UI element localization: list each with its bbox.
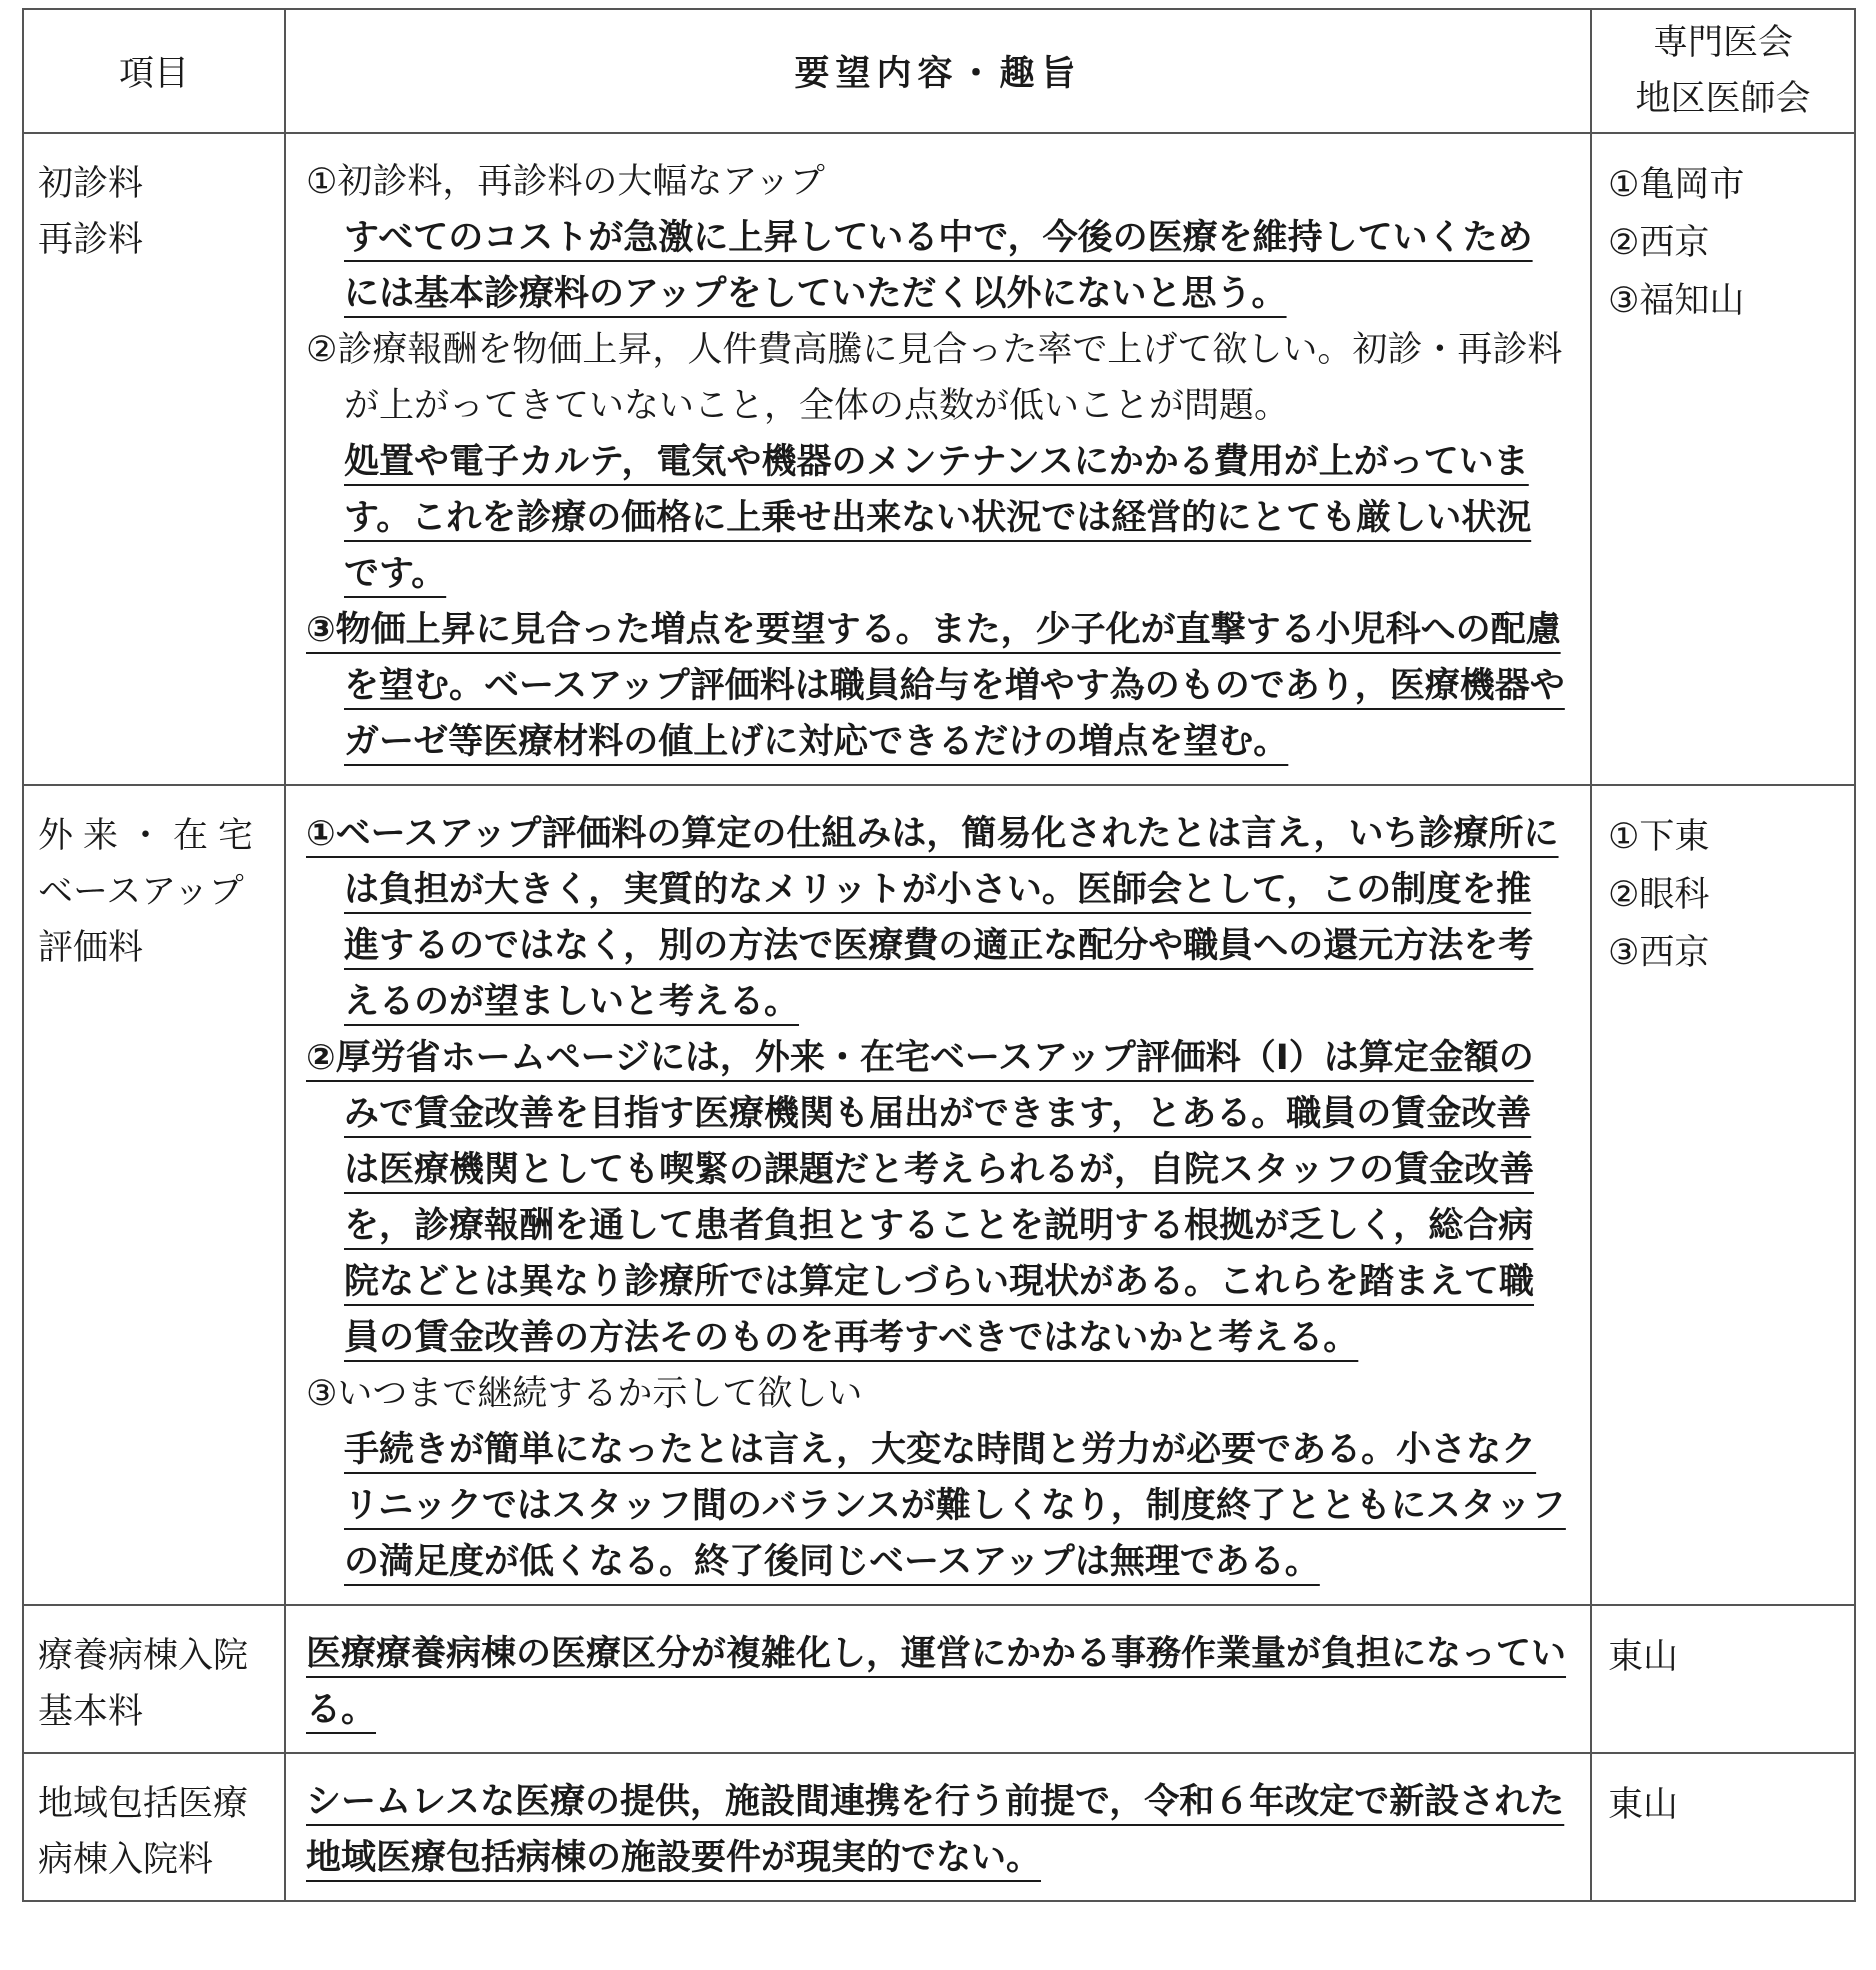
table-row [23,1753,1855,1901]
request-text-content: 医療療養病棟の医療区分が複雑化し，運営にかかる事務作業量が負担になっている。 [306,1634,1567,1730]
item-cell [23,1605,285,1753]
assoc-cell [1591,133,1855,785]
assoc-name: ③福知山 [1608,281,1745,321]
assoc-name: ②眼科 [1608,875,1710,915]
table-row [23,1605,1855,1753]
assoc-cell [1591,1753,1855,1901]
request-text [306,602,1566,770]
content-cell [285,785,1591,1605]
request-text-content: ②厚労省ホームページには，外来・在宅ベースアップ評価料（Ⅰ）は算定金額のみで賃金改善を目指す医療機関も届出ができます，とある。職員の賃金改善は医療機関としても喫緊の課題だと考えられるが，自院スタッフの賃金改善を，診療報酬を通して患者負担とすることを説明する根拠が乏しく，総合病院などとは異なり診療所では算定しづらい現状がある。これらを踏まえて職員の賃金改善の方法そのものを再考すべきではないかと考える。 [306,1038,1535,1358]
content-cell [285,1605,1591,1753]
content-cell [285,133,1591,785]
header-row [23,9,1855,133]
assoc-cell [1591,1605,1855,1753]
request-text-content: ③いつまで継続するか示して欲しい [306,1374,863,1414]
content-cell [285,1753,1591,1901]
request-detail [306,210,1566,322]
item-label: 再診料 [38,220,144,260]
table-row [23,133,1855,785]
request-text-content: ③物価上昇に見合った増点を要望する。また，少子化が直撃する小児科への配慮を望む。ベースアップ評価料は職員給与を増やす為のものであり，医療機器やガーゼ等医療材料の値上げに対応できるだけの増点を望む。 [306,610,1565,762]
item-label: 初診料 [38,164,144,204]
header-item [23,9,285,133]
request-text-content: ①ベースアップ評価料の算定の仕組みは，簡易化されたとは言え，いち診療所には負担が大きく，実質的なメリットが小さい。医師会として，この制度を推進するのではなく，別の方法で医療費の適正な配分や職員への還元方法を考えるのが望ましいと考える。 [306,814,1559,1022]
item-label: 療養病棟入院 [38,1636,249,1676]
item-label: 評価料 [38,928,144,968]
request-text-content: シームレスな医療の提供，施設間連携を行う前提で，令和６年改定で新設された地域医療包括病棟の施設要件が現実的でない。 [306,1782,1565,1878]
assoc-name: 東山 [1608,1637,1679,1677]
header-assoc-line2: 地区医師会 [1635,79,1811,119]
request-detail-content: 処置や電子カルテ，電気や機器のメンテナンスにかかる費用が上がっています。これを診療の価格に上乗せ出来ない状況では経営的にとても厳しい状況です。 [344,442,1532,594]
requests-table [22,8,1856,1902]
request-text [306,806,1566,1030]
item-label: 地域包括医療 [38,1784,249,1824]
table-body [23,133,1855,1901]
request-detail [306,434,1566,602]
header-assoc [1591,9,1855,133]
assoc-name: 東山 [1608,1785,1679,1825]
request-text-content: ①初診料，再診料の大幅なアップ [306,162,825,202]
item-label: 病棟入院料 [38,1840,214,1880]
request-text [306,1626,1566,1738]
item-cell [23,1753,285,1901]
header-content [285,9,1591,133]
assoc-name: ②西京 [1608,223,1710,263]
request-text [306,154,1566,210]
request-text [306,1366,1566,1422]
request-detail-content: 手続きが簡単になったとは言え，大変な時間と労力が必要である。小さなクリニックではスタッフ間のバランスが難しくなり，制度終了とともにスタッフの満足度が低くなる。終了後同じベースアップは無理である。 [344,1430,1566,1582]
header-assoc-line1: 専門医会 [1652,23,1793,63]
request-detail [306,1422,1566,1590]
item-cell [23,785,285,1605]
assoc-name: ①下東 [1608,817,1710,857]
request-text-content: ②診療報酬を物価上昇，人件費高騰に見合った率で上げて欲しい。初診・再診料が上がってきていないこと，全体の点数が低いことが問題。 [306,330,1563,426]
header-item-label: 項目 [118,54,189,94]
item-label: 外来・在宅 [38,816,264,856]
item-label: 基本料 [38,1692,144,1732]
request-text [306,1030,1566,1366]
assoc-cell [1591,785,1855,1605]
request-text [306,1774,1566,1886]
assoc-name: ③西京 [1608,933,1710,973]
table-row [23,785,1855,1605]
item-cell [23,133,285,785]
request-text [306,322,1566,434]
item-label: ベースアップ [38,872,244,912]
request-detail-content: すべてのコストが急激に上昇している中で，今後の医療を維持していくためには基本診療料のアップをしていただく以外にないと思う。 [344,218,1533,314]
assoc-name: ①亀岡市 [1608,165,1745,205]
header-content-label: 要望内容・趣旨 [794,54,1082,94]
